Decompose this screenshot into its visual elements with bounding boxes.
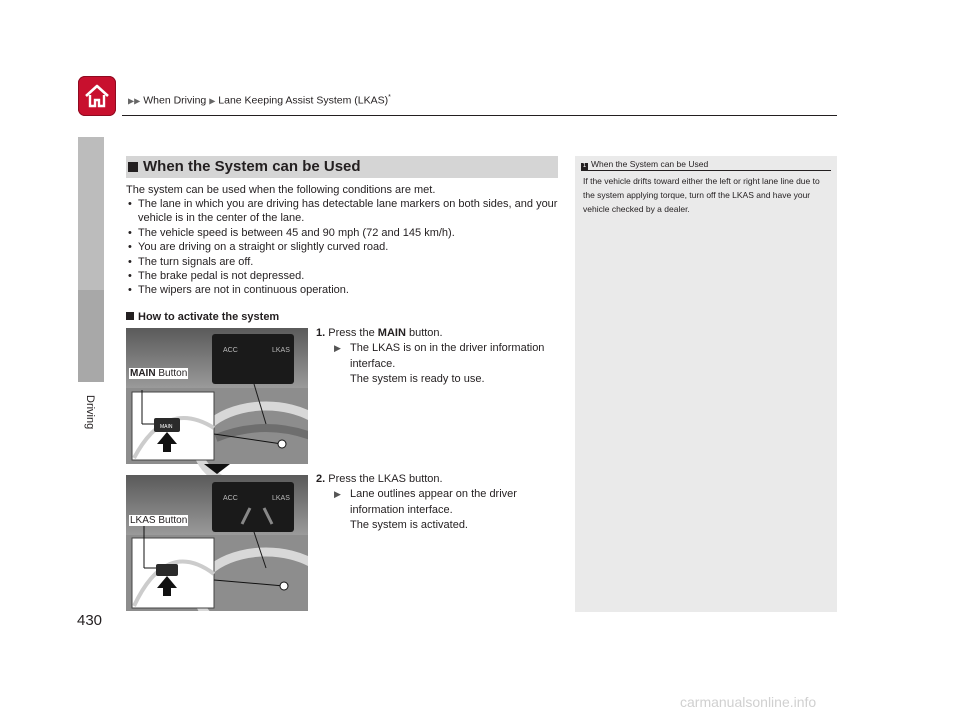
breadcrumb-item-lkas[interactable]: Lane Keeping Assist System (LKAS) [218,94,389,107]
display-acc-text: ACC [223,495,238,502]
list-item: • The vehicle speed is between 45 and 90 mph (72 and 145 km/h). [126,226,558,240]
step-result: ▶ Lane outlines appear on the driver information interface. [334,487,564,518]
note-title-text[interactable]: When the System can be Used [591,159,709,169]
list-item: • The wipers are not in continuous operation. [126,283,558,297]
page-number: 430 [77,612,103,629]
subsection-heading [126,311,279,323]
note-divider [581,170,831,171]
main-label-bold: MAIN [130,368,156,379]
breadcrumb-footnote-mark: * [388,94,391,101]
section-heading [126,156,558,178]
note-title [581,159,708,170]
list-item: • The brake pedal is not depressed. [126,269,558,283]
step-1 [316,326,564,388]
step-text: Press the LKAS button. [328,473,443,485]
list-item: • The lane in which you are driving has detectable lane markers on both sides, and your vehicle is in the center of the lane. [126,197,558,226]
steering-wheel-illustration [126,328,308,611]
main-button-text: MAIN [160,424,173,430]
main-button-ref: MAIN [377,327,406,339]
list-item: • The turn signals are off. [126,255,558,269]
chapter-side-label: Driving [84,395,96,430]
note-marker-icon: 1 [582,163,587,169]
step-result-note: The system is ready to use. [350,373,485,386]
note-body: If the vehicle drifts toward either the left or right lane line due to the system applying torque, turn off the LKAS and have your vehicle checked by a dealer. [583,176,820,215]
display-lkas-text: LKAS [272,347,290,354]
display-lkas-text: LKAS [272,495,290,502]
breadcrumb [128,94,391,107]
driver-display-bottom [212,482,294,532]
step-result: ▶ The LKAS is on in the driver information interface. [334,341,564,372]
driver-display-top [212,334,294,384]
display-acc-text: ACC [223,347,238,354]
main-label-rest: Button [158,368,188,379]
list-item: • You are driving on a straight or slightly curved road. [126,240,558,254]
section-title: When the System can be Used [143,158,361,175]
section-intro: The system can be used when the following conditions are met. [126,184,436,196]
watermark: carmanualsonline.info [680,694,817,710]
step-number: 2. [316,473,326,485]
note-sidebar [575,156,837,612]
step-2 [316,472,564,534]
subsection-title: How to activate the system [138,311,280,323]
chapter-side-tab-active [78,290,104,382]
conditions-list [126,197,558,298]
breadcrumb-arrow-icon: ▶ [209,96,216,106]
header-divider [122,115,837,116]
home-button[interactable] [78,76,116,116]
breadcrumb-item-when-driving[interactable]: When Driving [143,94,207,107]
breadcrumb-arrow-icon: ▶▶ [128,96,141,106]
heading-square-icon [128,162,138,172]
main-button-label [129,368,188,379]
step-text: Press the [328,327,375,339]
subheading-square-icon [126,312,134,320]
step-result-note: The system is activated. [350,519,468,532]
home-icon [83,82,111,110]
step-text: button. [408,327,443,339]
step-number: 1. [316,327,326,339]
lkas-button [156,564,178,576]
lkas-button-label: LKAS Button [130,515,188,526]
